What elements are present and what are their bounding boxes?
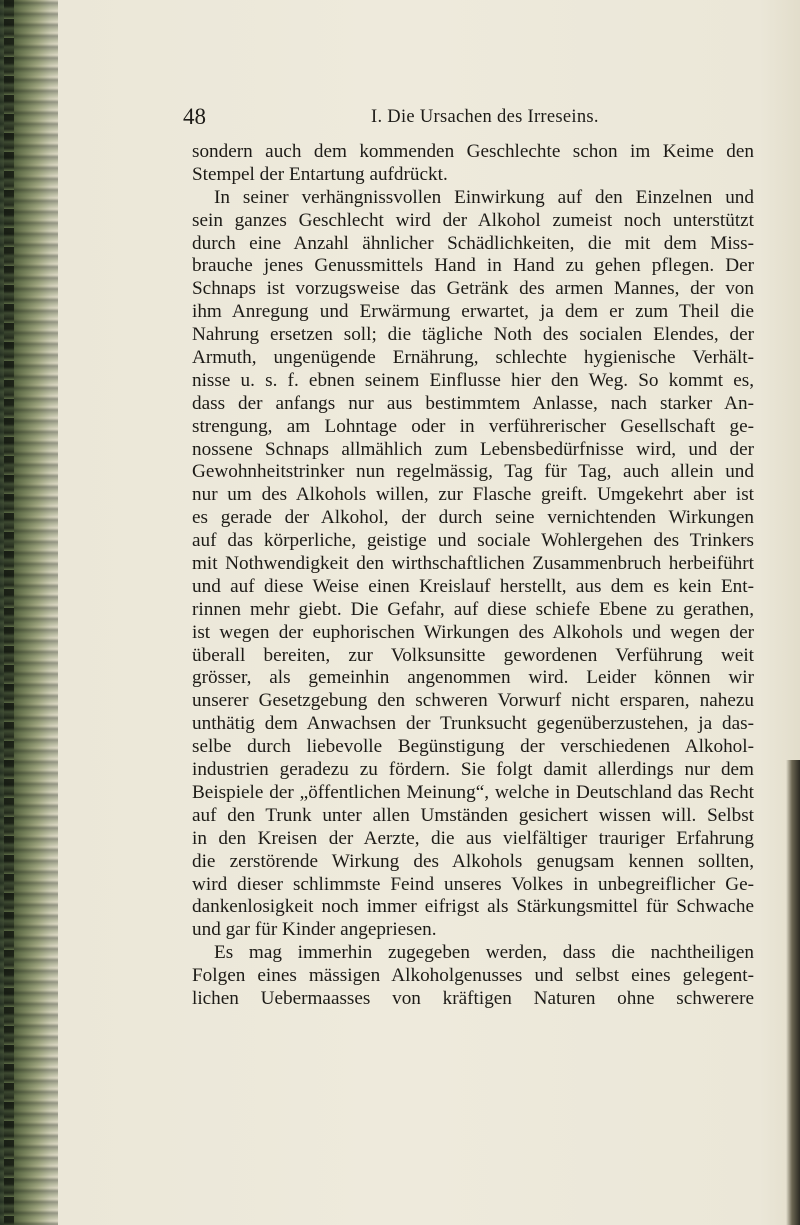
text-line: durch eine Anzahl ähnlicher Schädlichkeiten, die mit dem Miss-	[192, 232, 754, 254]
text-line: Es mag immerhin zugegeben werden, dass die nachtheiligen	[214, 942, 754, 964]
text-line: nossene Schnaps allmählich zum Lebensbedürfnisse wird, und der	[192, 438, 754, 460]
text-line: ihm Anregung und Erwärmung erwartet, ja dem er zum Theil die	[192, 301, 754, 323]
text-line: wird dieser schlimmste Feind unseres Volkes in unbegreiflicher Ge-	[192, 873, 754, 895]
text-line: dass der anfangs nur aus bestimmtem Anlasse, nach starker An-	[192, 392, 754, 414]
text-line: sein ganzes Geschlecht wird der Alkohol zumeist noch unterstützt	[192, 209, 754, 231]
text-line: Folgen eines mässigen Alkoholgenusses und selbst eines gelegent-	[192, 965, 754, 987]
body-text	[192, 141, 754, 1011]
text-line: es gerade der Alkohol, der durch seine vernichtenden Wirkungen	[192, 507, 754, 529]
text-line: Beispiele der „öffentlichen Meinung“, welche in Deutschland das Recht	[192, 781, 754, 803]
text-line: in den Kreisen der Aerzte, die aus vielfältiger trauriger Erfahrung	[192, 827, 754, 849]
text-line: und gar für Kinder angepriesen.	[192, 919, 437, 941]
text-line: ist wegen der euphorischen Wirkungen des Alkohols und wegen der	[192, 621, 754, 643]
running-head	[183, 104, 753, 136]
text-line: unserer Gesetzgebung den schweren Vorwurf nicht ersparen, nahezu	[192, 690, 754, 712]
text-line: rinnen mehr giebt. Die Gefahr, auf diese schiefe Ebene zu gerathen,	[192, 598, 754, 620]
page-number: 48	[183, 104, 206, 129]
text-line: lichen Uebermaasses von kräftigen Naturen ohne schwerere	[192, 987, 754, 1009]
text-line: selbe durch liebevolle Begünstigung der verschiedenen Alkohol-	[192, 736, 754, 758]
text-line: Nahrung ersetzen soll; die tägliche Noth des socialen Elendes, der	[192, 324, 754, 346]
binding-edge-right	[786, 760, 800, 1225]
text-line: Armuth, ungenügende Ernährung, schlechte hygienische Verhält-	[192, 347, 754, 369]
text-line: nur um des Alkohols willen, zur Flasche greift. Umgekehrt aber ist	[192, 484, 754, 506]
text-line: dankenlosigkeit noch immer eifrigst als Stärkungsmittel für Schwache	[192, 896, 754, 918]
text-line: und auf diese Weise einen Kreislauf herstellt, aus dem es kein Ent-	[192, 575, 754, 597]
text-line: auf den Trunk unter allen Umständen gesichert wissen will. Selbst	[192, 804, 754, 826]
text-line: die zerstörende Wirkung des Alkohols genugsam kennen sollten,	[192, 850, 754, 872]
text-line: sondern auch dem kommenden Geschlechte schon im Keime den	[192, 141, 754, 162]
text-line: grösser, als gemeinhin angenommen wird. Leider können wir	[192, 667, 754, 689]
text-line: Gewohnheitstrinker nun regelmässig, Tag für Tag, auch allein und	[192, 461, 754, 483]
text-line: Stempel der Entartung aufdrückt.	[192, 163, 448, 185]
running-title: I. Die Ursachen des Irreseins.	[371, 107, 599, 127]
text-line: brauche jenes Genussmittels Hand in Hand zu gehen pflegen. Der	[192, 255, 754, 277]
text-line: unthätig dem Anwachsen der Trunksucht gegenüberzustehen, ja das-	[192, 713, 754, 735]
text-line: industrien geradezu zu fördern. Sie folgt damit allerdings nur dem	[192, 759, 754, 781]
text-line: strengung, am Lohntage oder in verführerischer Gesellschaft ge-	[192, 415, 754, 437]
text-line: auf das körperliche, geistige und sociale Wohlergehen des Trinkers	[192, 530, 754, 552]
text-line: In seiner verhängnissvollen Einwirkung auf den Einzelnen und	[214, 186, 754, 208]
text-line: nisse u. s. f. ebnen seinem Einflusse hier den Weg. So kommt es,	[192, 369, 754, 391]
text-line: überall bereiten, zur Volksunsitte gewordenen Verführung weit	[192, 644, 754, 666]
text-line: mit Nothwendigkeit den wirthschaftlichen Zusammenbruch herbeiführt	[192, 553, 754, 575]
text-line: Schnaps ist vorzugsweise das Getränk des armen Mannes, der von	[192, 278, 754, 300]
binding-edge-left	[0, 0, 58, 1225]
